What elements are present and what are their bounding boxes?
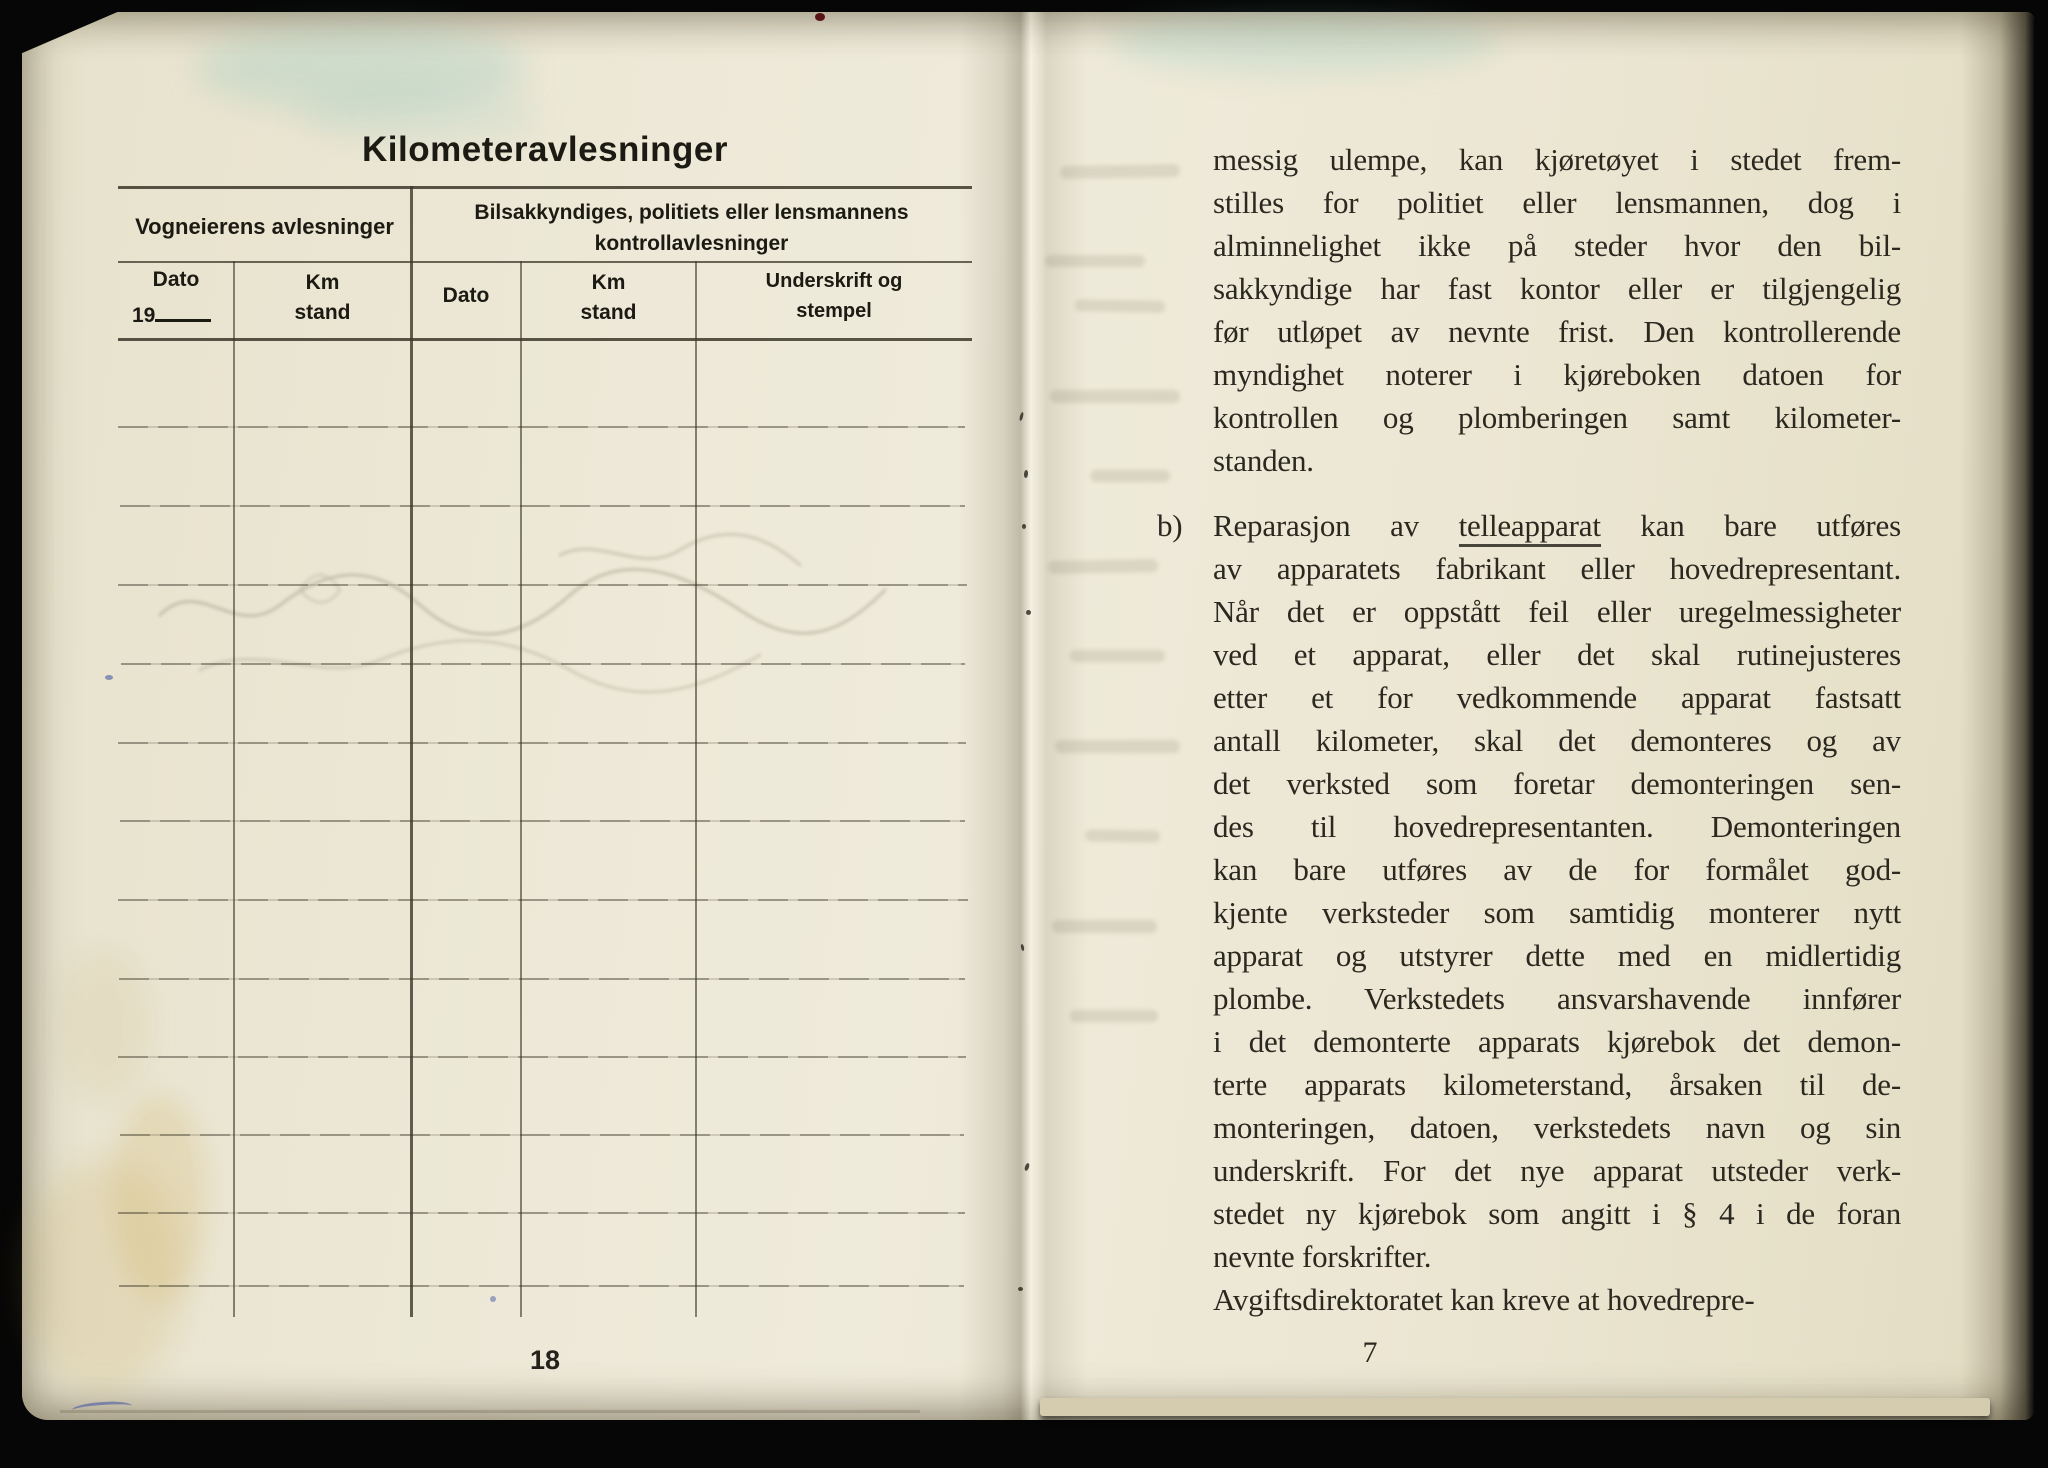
text-line: plombe. Verkstedets ansvarshavende innfører: [1213, 981, 1901, 1016]
text-line: alminnelighet ikke på steder hvor den bil-: [1213, 228, 1901, 263]
table-row-line: [119, 978, 965, 980]
page-number-right: 7: [1362, 1336, 1378, 1369]
column-header-dato-owner: Dato: [152, 268, 200, 291]
text-line: kjente verksteder som samtidig monterer nytt: [1213, 895, 1901, 930]
under-page-edge: [1040, 1398, 1990, 1416]
km-line1: Km: [305, 271, 340, 294]
text-line: terte apparats kilometerstand, årsaken til de-: [1213, 1067, 1901, 1102]
text-line: standen.: [1213, 443, 1314, 478]
page-stack-edge: [60, 1410, 920, 1413]
paper-edge-shadow: [1960, 12, 2034, 1420]
table-row-line: [120, 505, 965, 507]
blue-ink-dot: [105, 675, 113, 680]
table-row-line: [118, 899, 968, 901]
control-group-header-line1: Bilsakkyndiges, politiets eller lensmannens: [474, 201, 909, 224]
bleed-through-mark: [1090, 470, 1170, 482]
page-number-left: 18: [529, 1345, 561, 1375]
table-rule-group: [118, 261, 972, 263]
text-segment: kan bare utføres: [1600, 508, 1901, 543]
table-row-line: [119, 1285, 964, 1287]
table-row-line: [118, 584, 967, 586]
bleed-through-mark: [1075, 299, 1165, 313]
yellow-stain: [60, 950, 150, 1100]
owner-group-header: Vogneierens avlesninger: [135, 214, 394, 239]
table-row-line: [118, 742, 966, 744]
text-line: ved et apparat, eller det skal rutinejusteres: [1213, 637, 1901, 672]
table-row-line: [118, 1056, 966, 1058]
text-line: det verksted som foretar demonteringen sen-: [1213, 766, 1901, 801]
underskrift-line1: Underskrift og: [765, 270, 903, 292]
column-header-dato-control: Dato: [442, 284, 490, 307]
text-line: antall kilometer, skal det demonteres og av: [1213, 723, 1901, 758]
table-row-line: [118, 426, 965, 428]
table-column-line: [520, 261, 522, 1317]
table-rule-top: [118, 186, 972, 189]
text-line: Avgiftsdirektoratet kan kreve at hovedrepre-: [1213, 1282, 1755, 1317]
km-line2: stand: [294, 301, 351, 324]
table-rule-header: [118, 338, 972, 341]
control-group-header-line2: kontrollavlesninger: [594, 232, 789, 255]
page-title: Kilometeravlesninger: [362, 130, 728, 169]
km-line1: Km: [591, 271, 626, 294]
table-row-line: [118, 1212, 965, 1214]
bleed-through-handwriting: [140, 520, 910, 730]
column-header-km-owner: [234, 268, 411, 328]
bleed-through-mark: [1085, 829, 1160, 842]
km-line2: stand: [580, 301, 637, 324]
text-line: etter et for vedkommende apparat fastsatt: [1213, 680, 1901, 715]
gutter-speck: [1022, 524, 1026, 529]
column-header-underskrift: [696, 266, 972, 326]
paragraph-gap: [1213, 482, 1901, 504]
table-column-line: [695, 261, 697, 1317]
text-line: monteringen, datoen, verkstedets navn og sin: [1213, 1110, 1901, 1145]
column-header-km-control: [521, 268, 696, 328]
yellow-stain: [112, 1095, 207, 1300]
text-line: Når det er oppstått feil eller uregelmessigheter: [1213, 594, 1901, 629]
text-line: apparat og utstyrer dette med en midlertidig: [1213, 938, 1901, 973]
underskrift-line2: stempel: [796, 300, 872, 322]
text-line: kan bare utføres av de for formålet god-: [1213, 852, 1901, 887]
book-fold-crease: [958, 12, 1088, 1420]
blank-year-line: [155, 297, 211, 322]
text-line: myndighet noterer i kjøreboken datoen for: [1213, 357, 1901, 392]
cyan-stain: [1110, 14, 1500, 72]
column-header-year: [132, 297, 232, 328]
text-line: des til hovedrepresentanten. Demonteringen: [1213, 809, 1901, 844]
table-row-line: [121, 663, 965, 665]
red-speck: [815, 13, 825, 21]
gutter-speck: [1026, 610, 1031, 615]
text-line: før utløpet av nevnte frist. Den kontrollerende: [1213, 314, 1901, 349]
text-line: messig ulempe, kan kjøretøyet i stedet frem-: [1213, 142, 1901, 177]
text-line: underskrift. For det nye apparat utsteder verk-: [1213, 1153, 1901, 1188]
text-segment: Reparasjon av: [1213, 508, 1459, 543]
table-row-line: [120, 1134, 964, 1136]
text-line: sakkyndige har fast kontor eller er tilgjengelig: [1213, 271, 1901, 306]
table-divider-center: [410, 186, 413, 1317]
control-group-header: [411, 197, 972, 259]
table-row-line: [120, 820, 965, 822]
underlined-word: telleapparat: [1459, 508, 1601, 547]
gutter-speck: [1018, 1287, 1023, 1291]
text-line: stilles for politiet eller lensmannen, dog i: [1213, 185, 1901, 220]
list-item-b-marker: b): [1157, 508, 1183, 543]
text-line: kontrollen og plomberingen samt kilometer-: [1213, 400, 1901, 435]
table-column-line: [233, 261, 235, 1317]
year-prefix: 19: [132, 304, 156, 327]
text-line: stedet ny kjørebok som angitt i § 4 i de foran: [1213, 1196, 1901, 1231]
blue-ink-dot: [490, 1296, 496, 1302]
right-page-body-text: [1157, 138, 1901, 1321]
text-line: av apparatets fabrikant eller hovedrepresentant.: [1213, 551, 1901, 586]
text-line: [1213, 504, 1901, 547]
text-line: nevnte forskrifter.: [1213, 1239, 1432, 1274]
list-item-b: [1157, 504, 1901, 1321]
text-line: i det demonterte apparats kjørebok det demon-: [1213, 1024, 1901, 1059]
